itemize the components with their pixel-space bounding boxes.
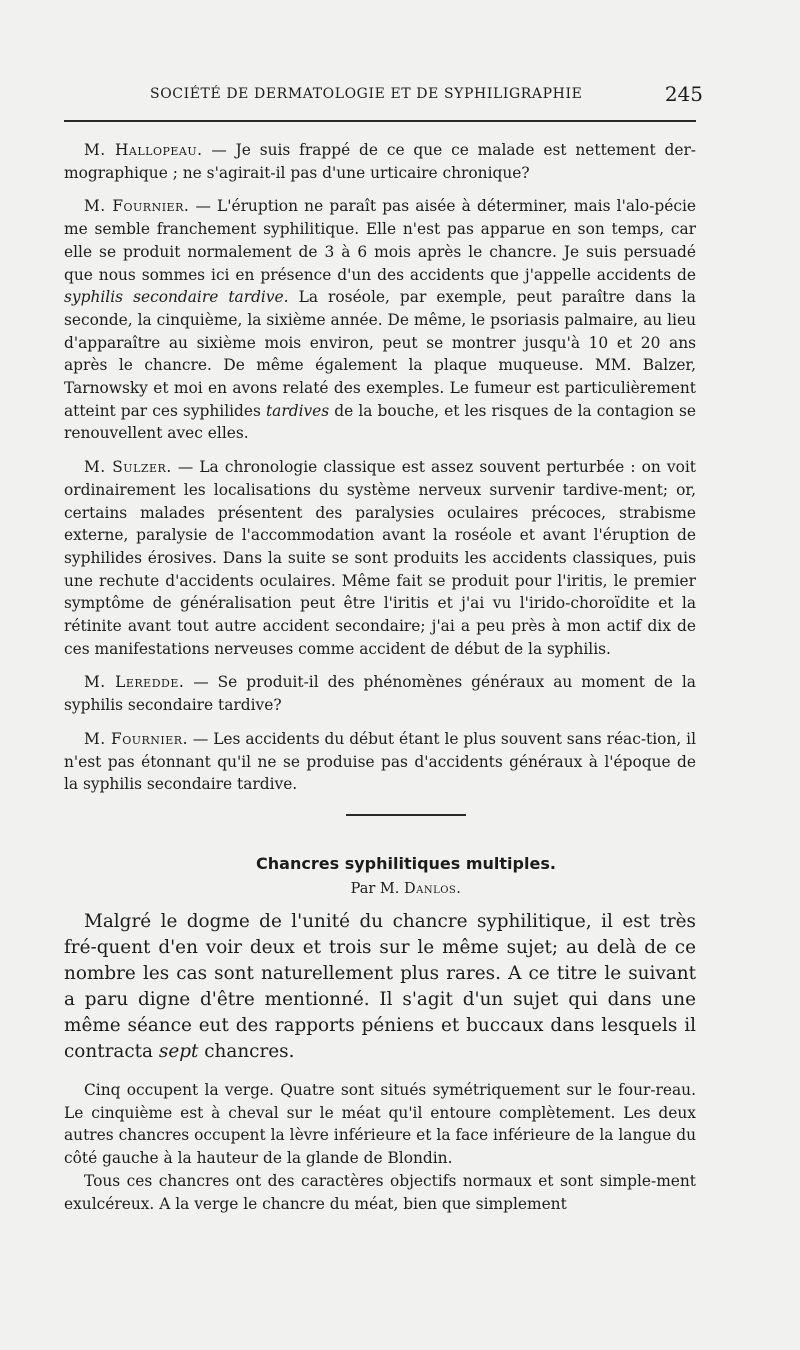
speaker-name: M. Hallopeau. [84,141,203,159]
section-separator [346,814,466,816]
header-rule [64,120,696,122]
speech-fournier-2 [64,728,696,796]
speech-leredde [64,671,696,716]
speech-sulzer [64,456,696,660]
article-byline: Par M. Danlos. [350,880,462,897]
speech-text: — L'éruption ne paraît pas aisée à déterminer, mais l'alo-pécie me semble franchement syphilitique. Elle n'est pas apparue en son temps, car elle se produit normalement de 3 à 6 mois après le chancre. Je suis persuadé que nous sommes ici en présence d'un des accidents que j'appelle accidents de [64,197,697,284]
running-title: SOCIÉTÉ DE DERMATOLOGIE ET DE SYPHILIGRAPHIE [150,86,583,102]
speech-text: La roséole, par exemple, peut paraître dans la seconde, la cinquième, la sixième année. De même, le psoriasis palmaire, au lieu d'apparaître au sixième mois environ, peut se montrer jusqu'à 10 et 20 ans après le chancre. De même également la plaque muqueuse. MM. Balzer, Tarnowsky et moi en avons relaté des exemples. Le fumeur est particulièrement atteint par ces syphilides [64,288,696,420]
speech-text: — Les accidents du début étant le plus souvent sans réac-tion, il n'est pas étonnant qu'il ne se produise pas d'accidents généraux à l'époque de la syphilis secondaire tardive. [64,729,696,794]
speaker-name: M. Fournier. [84,197,190,216]
speech-text: — La chronologie classique est assez souvent perturbée : on voit ordinairement les localisations du système nerveux survenir tardive-ment; or, certains malades présentent des paralysies oculaires précoces, strabisme externe, paralysie de l'accommodation avant la roséole et avant l'éruption de syphilides érosives. Dans la suite se sont produits les accidents classiques, puis une rechute d'accidents oculaires. Même fait se produit pour l'iritis, le premier symptôme de généralisation peut être l'iritis et j'ai vu l'irido-choroïdite et la rétinite avant tout autre accident secondaire; j'ai a peu près à mon actif dix de ces manifestations nerveuses comme accident de début de la syphilis. [64,458,696,658]
article-title: Chancres syphilitiques multiples. [256,853,556,873]
paragraph-3: Tous ces chancres ont des caractères objectifs normaux et sont simple-ment exulcéreux. A la verge le chancre du méat, bien que simplement [64,1171,696,1213]
author-name: Danlos. [403,880,462,897]
page-number: 245 [664,82,703,106]
body-text [64,139,696,1215]
article-intro [64,909,696,1065]
speaker-name: M. Fournier. [84,729,188,748]
speech-hallopeau [64,139,696,184]
paragraph-2: Cinq occupent la verge. Quatre sont situés symétriquement sur le four-reau. Le cinquième est à cheval sur le méat qu'il entoure complètement. Les deux autres chancres occupent la lèvre inférieure et la face inférieure de la langue du côté gauche à la hauteur de la glande de Blondin. [64,1080,696,1168]
italic-term: tardives [266,401,330,420]
speech-text: — Se produit-il des phénomènes généraux au moment de la syphilis secondaire tardive? [64,673,696,715]
italic-term: syphilis secondaire tardive. [64,288,289,307]
intro-paragraph: Malgré le dogme de l'unité du chancre syphilitique, il est très fré-quent d'en voir deux et trois sur le même sujet; au delà de ce nombre les cas sont naturellement plus rares. A ce titre le suivant a paru digne d'être mentionné. Il s'agit d'un sujet qui dans une même séance eut des rapports péniens et buccaux dans lesquels il contracta sept chancres. [64,910,696,1062]
speech-fournier-1 [64,195,696,445]
speech-text: — Je suis frappé de ce que ce malade est nettement der-mographique ; ne s'agirait-il pas d'une urticaire chronique? [64,141,697,182]
speech-text: de la bouche, et les risques de la contagion se renouvellent avec elles. [64,401,696,443]
speaker-name: M. Leredde. [84,673,185,692]
speaker-name: M. Sulzer. [84,458,172,477]
italic-term: sept [158,1040,199,1062]
